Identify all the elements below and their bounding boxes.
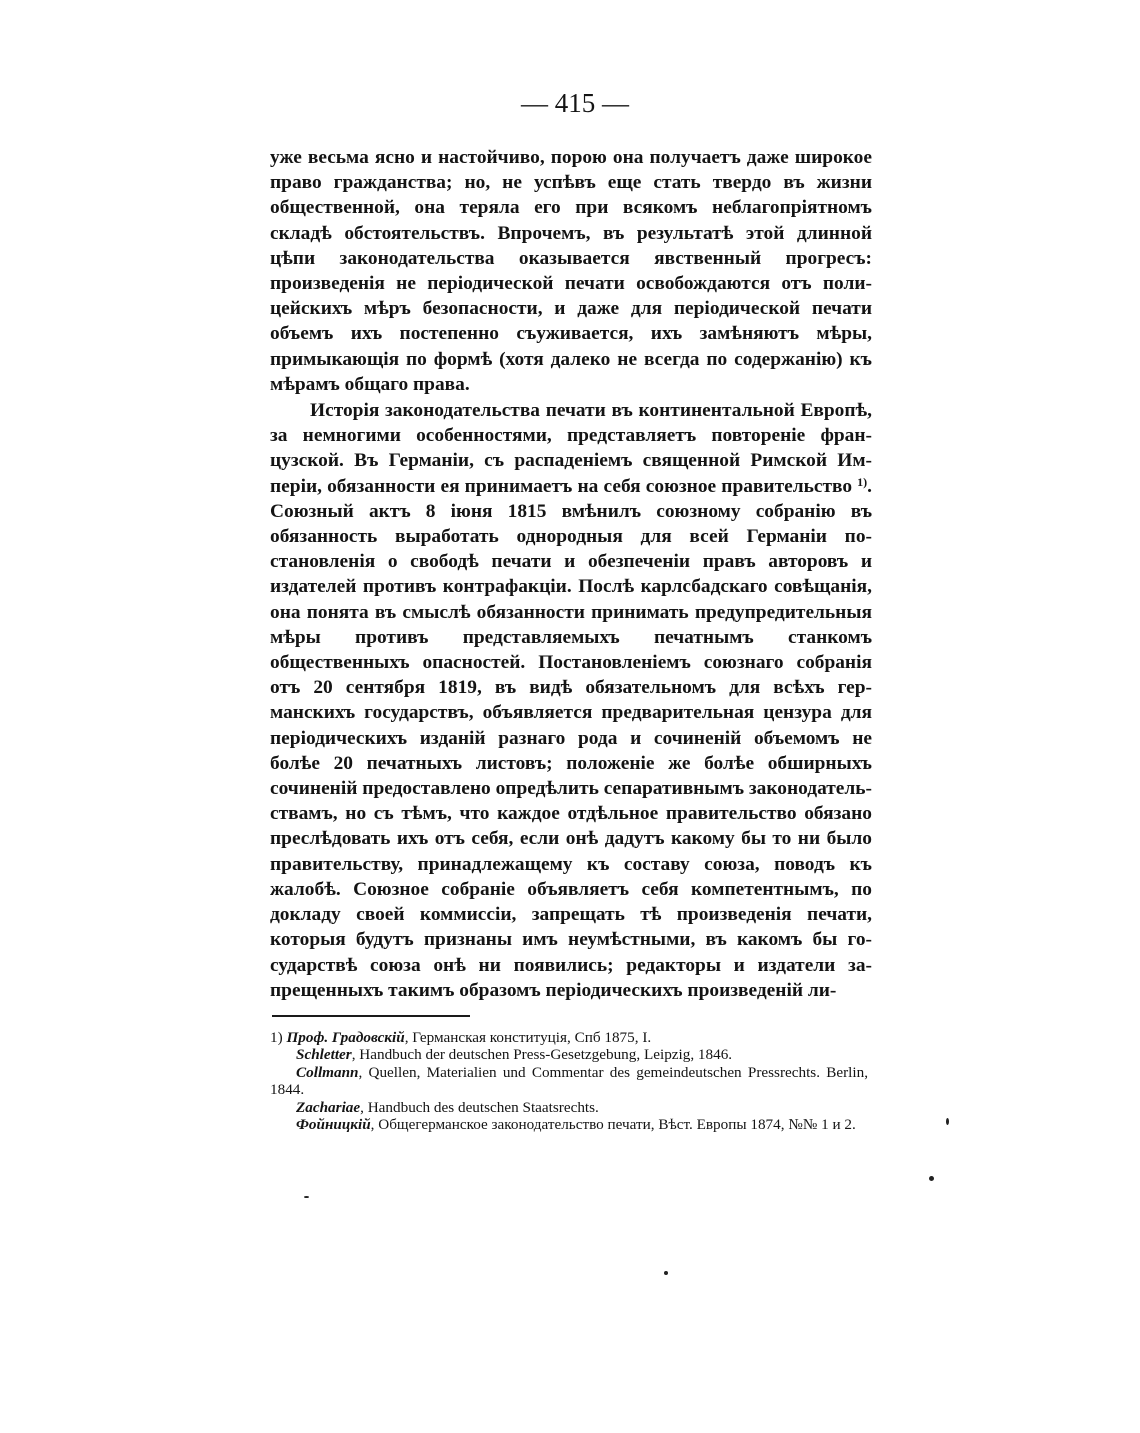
footnote-text: , Quellen, Materialien und Commentar des gemeindeutschen Pressrechts. Berlin, 1844. [270, 1063, 868, 1099]
scan-speck [304, 1196, 309, 1198]
scan-speck [929, 1176, 934, 1181]
footnote-1 [270, 1029, 868, 1046]
paragraph-2-part-1: Исторія законодательства печати въ континентальной Европѣ, за немногими особенностями, представляетъ повтореніе французской. Въ Германіи, съ распаденіемъ священной Римской Имперіи, обязанности ея принимаетъ на себя союзное правительство [270, 400, 872, 497]
footnote-author: Zachariae [296, 1098, 361, 1116]
paragraph-2 [270, 398, 872, 1003]
footnote-divider [272, 1015, 470, 1017]
footnote-2 [270, 1046, 868, 1063]
paragraph-2-part-2: . Союзный актъ 8 іюня 1815 вмѣнилъ союзному собранію въ обязанность выработать однородныя для всей Германіи постановленія о свободѣ печати и обезпеченіи правъ авторовъ и издателей противъ контрафакціи. Послѣ карлсбадскаго совѣщанія, она понята въ смыслѣ обязанности принимать предупредительныя мѣры противъ представляемыхъ печатнымъ станкомъ общественныхъ опасностей. Постановленіемъ союзнаго собранія отъ 20 сентября 1819, въ видѣ обязательномъ для всѣхъ германскихъ государствъ, объявляется предварительная цензура для періодическихъ изданій разнаго рода и сочиненій объемомъ не болѣе 20 печатныхъ листовъ; положеніе же болѣе обширныхъ сочиненій предоставлено опредѣлить сепаративнымъ законодательствамъ, но съ тѣмъ, что каждое отдѣльное правительство обязано преслѣдовать ихъ отъ себя, если онѣ дадутъ какому бы то ни было правительству, принадлежащему къ составу союза, поводъ къ жалобѣ. Союзное собраніе объявляетъ себя компетентнымъ, по докладу своей коммиссіи, запрещать тѣ произведенія печати, которыя будутъ признаны имъ неумѣстными, въ какомъ бы государствѣ союза онѣ ни появились; редакторы и издатели запрещенныхъ такимъ образомъ періодическихъ произведеній ли- [270, 475, 872, 1001]
footnote-author: Фойницкій [296, 1116, 371, 1134]
footnote-4 [270, 1099, 868, 1116]
footnote-reference[interactable]: 1) [857, 474, 868, 489]
footnote-author: Schletter [296, 1046, 352, 1064]
footnote-5 [270, 1116, 868, 1133]
footnote-text: , Общегерманское законодательство печати, Вѣст. Европы 1874, №№ 1 и 2. [370, 1116, 856, 1134]
paragraph-1: уже весьма ясно и настойчиво, порою она получаетъ даже широкое право гражданства; но, не успѣвъ еще стать твердо въ жизни общественной, она теряла его при всякомъ неблагопріятномъ складѣ обстоятельствъ. Впрочемъ, въ результатѣ этой длинной цѣпи законодательства оказывается явственный прогресъ: произведенія не періодической печати освобождаются отъ полицейскихъ мѣръ безопасности, и даже для періодической печати объемъ ихъ постепенно съуживается, ихъ замѣняютъ мѣры, примыкающія по формѣ (хотя далеко не всегда по содержанію) къ мѣрамъ общаго права. [270, 147, 872, 395]
footnote-text: , Handbuch des deutschen Staatsrechts. [360, 1098, 599, 1116]
footnote-text: , Handbuch der deutschen Press-Gesetzgebung, Leipzig, 1846. [351, 1046, 733, 1064]
scan-speck [946, 1118, 949, 1125]
footnote-text: , Германская конституція, Спб 1875, I. [404, 1029, 652, 1046]
footnote-marker: 1) [270, 1029, 283, 1046]
page-number: — 415 — [521, 88, 629, 118]
scan-speck [664, 1271, 668, 1275]
main-text [270, 145, 872, 1003]
footnote-author: Collmann [296, 1063, 359, 1081]
footnote-author: Проф. Градовскій [286, 1029, 405, 1046]
footnotes [270, 1029, 868, 1133]
footnote-3 [270, 1064, 868, 1099]
